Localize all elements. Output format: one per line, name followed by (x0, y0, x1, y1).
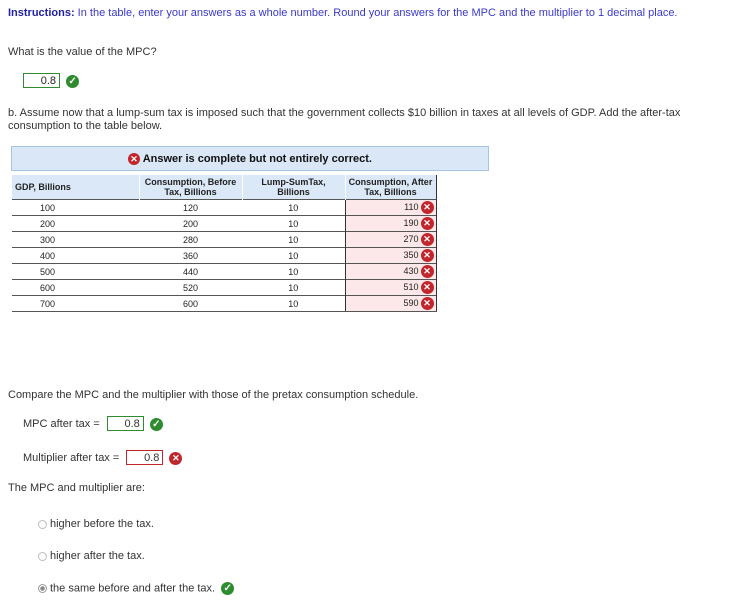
header-gdp: GDP, Billions (12, 175, 139, 200)
cross-icon: ✕ (421, 233, 434, 246)
gdp-cell: 200 (12, 216, 139, 232)
consumption-before-cell: 120 (139, 200, 242, 216)
tax-cell: 10 (242, 232, 345, 248)
consumption-after-value[interactable]: 270 (403, 233, 419, 244)
gdp-cell: 400 (12, 248, 139, 264)
gdp-cell: 300 (12, 232, 139, 248)
result-banner (11, 146, 489, 171)
cross-icon: ✕ (421, 265, 434, 278)
mpc-multiplier-question: The MPC and multiplier are: (8, 482, 145, 494)
consumption-before-cell: 200 (139, 216, 242, 232)
option-higher-after[interactable] (38, 550, 145, 562)
table-row (12, 296, 436, 312)
consumption-after-cell[interactable] (345, 216, 436, 232)
mpc-input[interactable]: 0.8 (23, 73, 60, 88)
option-label: higher after the tax. (50, 550, 145, 562)
header-lump-sum-tax: Lump-SumTax, Billions (242, 175, 345, 200)
cross-icon: ✕ (421, 249, 434, 262)
instructions (8, 6, 728, 21)
consumption-before-cell: 440 (139, 264, 242, 280)
table-row (12, 232, 436, 248)
consumption-after-value[interactable]: 190 (403, 217, 419, 228)
radio-higher-before[interactable] (38, 520, 47, 529)
table-row (12, 216, 436, 232)
consumption-after-value[interactable]: 110 (404, 201, 419, 212)
consumption-after-cell[interactable] (345, 232, 436, 248)
option-label: the same before and after the tax. (50, 582, 216, 595)
consumption-after-cell[interactable] (345, 296, 436, 312)
table-row (12, 264, 436, 280)
multiplier-after-input[interactable]: 0.8 (126, 450, 163, 465)
tax-cell: 10 (242, 248, 345, 264)
consumption-after-value[interactable]: 590 (403, 297, 419, 308)
mpc-after-input[interactable]: 0.8 (107, 416, 144, 431)
check-icon: ✓ (221, 582, 234, 595)
cross-icon: ✕ (128, 153, 140, 165)
tax-cell: 10 (242, 296, 345, 312)
radio-same[interactable] (38, 584, 47, 593)
mpc-answer-group (23, 73, 79, 88)
option-label: higher before the tax. (50, 518, 154, 530)
table-row (12, 280, 436, 296)
gdp-cell: 100 (12, 200, 139, 216)
multiplier-after-label: Multiplier after tax = (23, 452, 120, 464)
consumption-after-cell[interactable] (345, 200, 436, 216)
header-consumption-after: Consumption, After Tax, Billions (345, 175, 436, 200)
consumption-before-cell: 520 (139, 280, 242, 296)
consumption-after-cell[interactable] (345, 264, 436, 280)
option-higher-before[interactable] (38, 518, 154, 530)
consumption-after-value[interactable]: 430 (403, 265, 419, 276)
consumption-before-cell: 360 (139, 248, 242, 264)
consumption-after-value[interactable]: 350 (403, 249, 419, 260)
mpc-after-group (23, 416, 163, 431)
tax-cell: 10 (242, 216, 345, 232)
check-icon: ✓ (150, 418, 163, 431)
cross-icon: ✕ (421, 297, 434, 310)
check-icon: ✓ (66, 75, 79, 88)
compare-text: Compare the MPC and the multiplier with those of the pretax consumption schedule. (8, 389, 419, 401)
consumption-after-cell[interactable] (345, 280, 436, 296)
consumption-table (12, 175, 437, 312)
tax-cell: 10 (242, 264, 345, 280)
multiplier-after-group (23, 450, 182, 465)
consumption-after-value[interactable]: 510 (403, 281, 419, 292)
part-b-text: b. Assume now that a lump-sum tax is imposed such that the government collects $10 billion in taxes at all levels of GDP. Add the after-tax consumption to the table below. (8, 107, 681, 132)
table-row (12, 248, 436, 264)
table-row (12, 200, 436, 216)
consumption-before-cell: 600 (139, 296, 242, 312)
banner-text: Answer is complete but not entirely correct. (142, 153, 372, 165)
radio-higher-after[interactable] (38, 552, 47, 561)
instructions-label: Instructions: (8, 7, 75, 19)
header-consumption-before: Consumption, Before Tax, Billions (139, 175, 242, 200)
consumption-before-cell: 280 (139, 232, 242, 248)
mpc-after-label: MPC after tax = (23, 418, 100, 430)
gdp-cell: 600 (12, 280, 139, 296)
option-same[interactable] (38, 582, 234, 595)
cross-icon: ✕ (421, 217, 434, 230)
cross-icon: ✕ (421, 201, 434, 214)
tax-cell: 10 (242, 280, 345, 296)
tax-cell: 10 (242, 200, 345, 216)
instructions-text: In the table, enter your answers as a whole number. Round your answers for the MPC and the multiplier to 1 decimal place. (74, 7, 678, 19)
cross-icon: ✕ (169, 452, 182, 465)
cross-icon: ✕ (421, 281, 434, 294)
consumption-after-cell[interactable] (345, 248, 436, 264)
gdp-cell: 700 (12, 296, 139, 312)
gdp-cell: 500 (12, 264, 139, 280)
question-mpc: What is the value of the MPC? (8, 46, 157, 58)
